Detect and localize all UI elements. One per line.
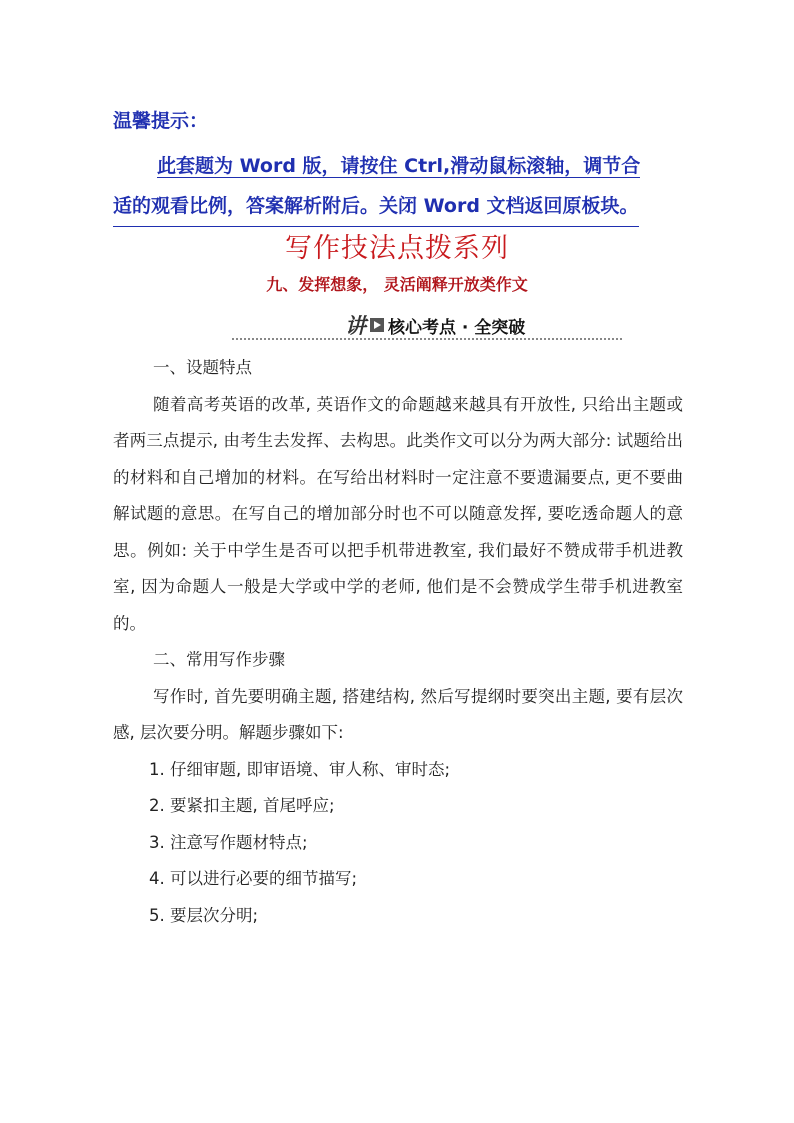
tip-line-2: 适的观看比例，答案解析附后。关闭 Word 文档返回原板块。 <box>113 186 639 227</box>
section-heading-2: 二、常用写作步骤 <box>153 650 285 669</box>
series-title: 写作技法点拨系列 <box>285 233 509 264</box>
section-paragraph-2: 写作时, 首先要明确主题, 搭建结构, 然后写提纲时要突出主题, 要有层次感, 层次要分明。解题步骤如下: <box>113 686 683 742</box>
step-item-1: 1. 仔细审题, 即审语境、审人称、审时态; <box>149 759 451 779</box>
banner-text: 核心考点 · 全突破 <box>388 317 526 338</box>
tip-body <box>113 146 693 227</box>
dotted-divider <box>232 338 622 340</box>
main-content <box>113 350 683 934</box>
step-item-4: 4. 可以进行必要的细节描写; <box>149 869 358 888</box>
play-triangle-icon <box>370 318 384 332</box>
step-item-5: 5. 要层次分明; <box>149 905 259 925</box>
section-paragraph-1: 随着高考英语的改革, 英语作文的命题越来越具有开放性, 只给出主题或者两三点提示, 由考生去发挥、去构思。此类作文可以分为两大部分: 试题给出的材料和自己增加的材料。在写给出材料时一定注意不要遗漏要点, 更不要曲解试题的意思。在写自己的增加部分时也不可以随意发挥, 要吃透命题人的意思。例如: 关于中学生是否可以把手机带进教室, 我们最好不赞成带手机进教室, 因为命题人一般是大学或中学的老师, 他们是不会赞成学生带手机进教室的。 <box>113 394 683 633</box>
section-heading-1: 一、设题特点 <box>153 358 252 377</box>
section-banner <box>345 310 525 340</box>
step-item-3: 3. 注意写作题材特点; <box>149 832 308 852</box>
tip-line-1: 此套题为 Word 版，请按住 Ctrl,滑动鼠标滚轴，调节合 <box>157 155 641 177</box>
tip-title: 温馨提示： <box>113 110 209 132</box>
lecture-glyph-icon: 讲 <box>345 313 366 338</box>
step-item-2: 2. 要紧扣主题, 首尾呼应; <box>149 796 335 815</box>
chapter-subtitle: 九、发挥想象， 灵活阐释开放类作文 <box>266 275 528 294</box>
